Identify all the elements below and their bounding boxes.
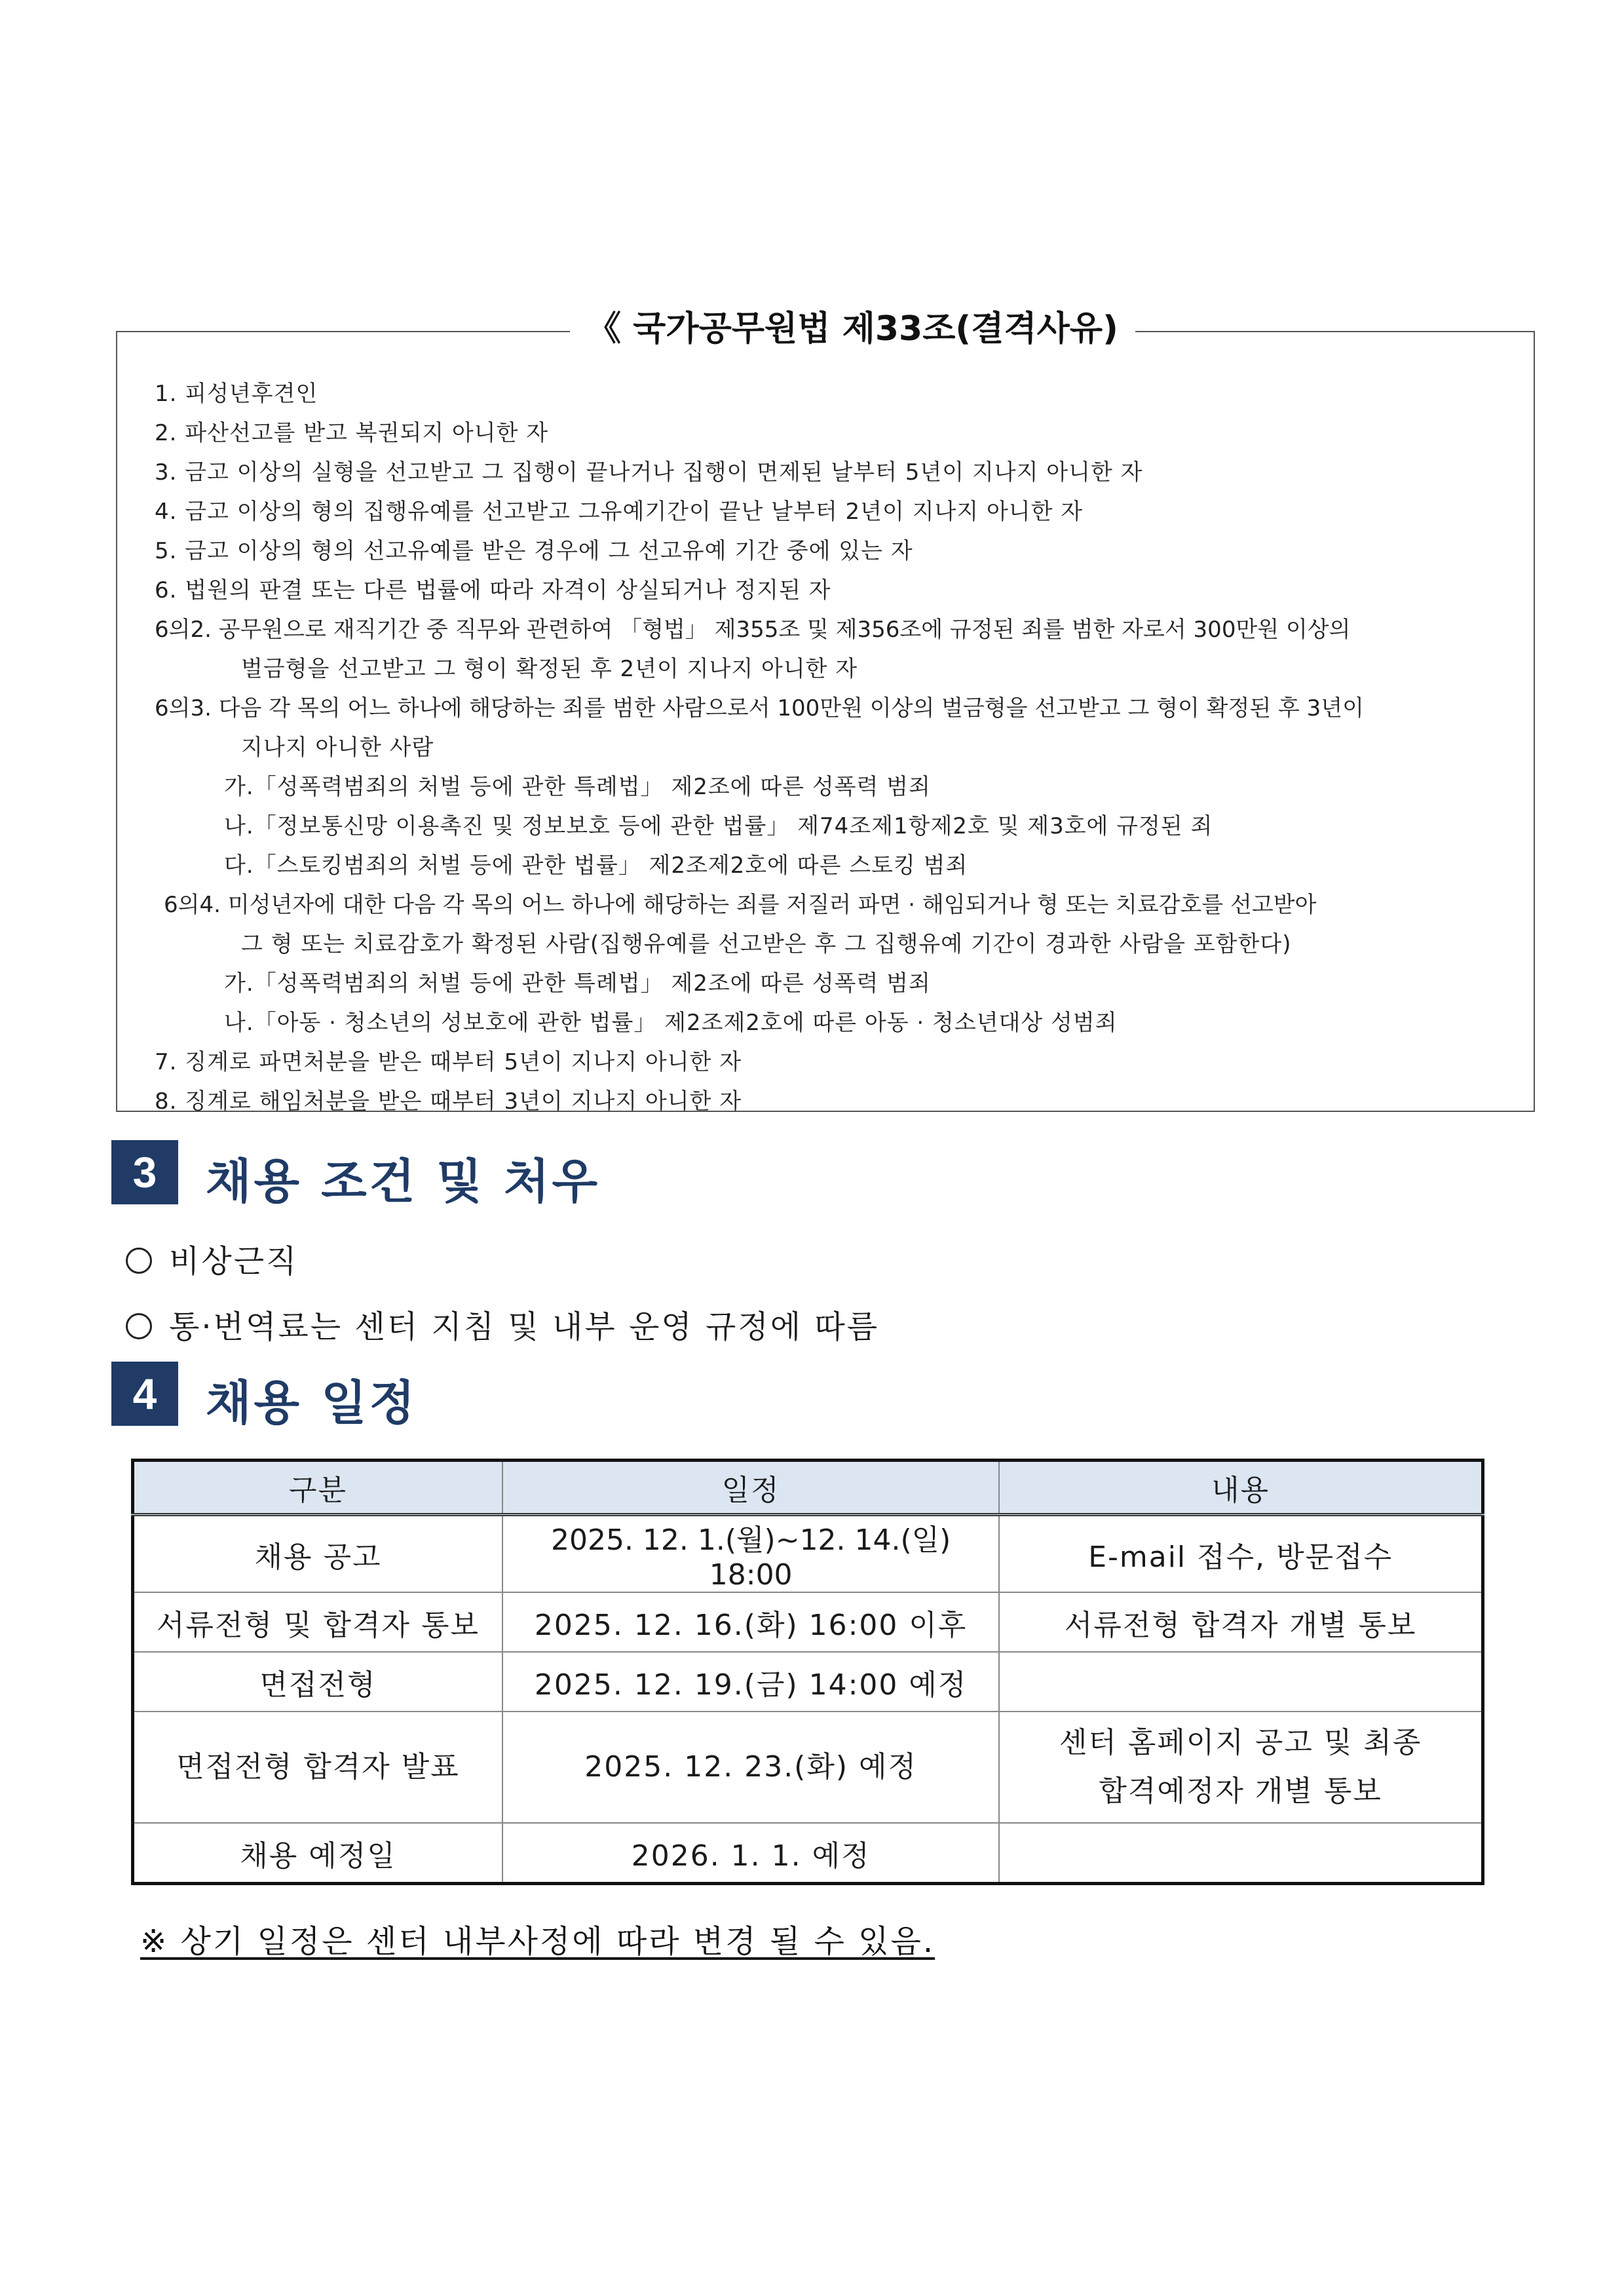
legal-item-4: 4. 금고 이상의 형의 집행유예를 선고받고 그유예기간이 끝난 날부터 2년이 지나지 아니한 자 [155,499,1084,525]
row-category: 서류전형 및 합격자 통보 [133,1592,503,1652]
section-3-bullet-2: 통·번역료는 센터 지침 및 내부 운영 규정에 따름 [126,1301,879,1347]
schedule-table [131,1459,1484,1885]
section-3-number: 3 [111,1140,178,1204]
section-4-number: 4 [111,1362,178,1426]
legal-item-6-3-cont: 지나지 아니한 사람 [241,735,434,761]
header-content: 내용 [999,1461,1482,1515]
table-row [133,1823,1483,1884]
row-content [999,1823,1482,1884]
row-content: 서류전형 합격자 개별 통보 [999,1592,1482,1652]
section-3-bullet-1: 비상근직 [126,1236,298,1281]
row-content [999,1712,1482,1823]
legal-item-6-3-b: 나.「정보통신망 이용촉진 및 정보보호 등에 관한 법률」 제74조제1항제2호 및 제3호에 규정된 죄 [224,813,1213,839]
row-date: 2025. 12. 23.(화) 예정 [502,1712,999,1823]
row-category: 면접전형 합격자 발표 [133,1712,503,1823]
legal-item-6-4-b: 나.「아동 · 청소년의 성보호에 관한 법률」 제2조제2호에 따른 아동 · 청소년대상 성범죄 [224,1010,1118,1036]
legal-item-6-2-cont: 벌금형을 선고받고 그 형이 확정된 후 2년이 지나지 아니한 자 [241,656,858,682]
legal-item-2: 2. 파산선고를 받고 복권되지 아니한 자 [155,420,549,446]
row-content-line-1: 센터 홈페이지 공고 및 최종 [1059,1726,1422,1759]
row-date: 2025. 12. 19.(금) 14:00 예정 [502,1652,999,1712]
row-content: E-mail 접수, 방문접수 [999,1515,1482,1593]
legal-item-7: 7. 징계로 파면처분을 받은 때부터 5년이 지나지 아니한 자 [155,1049,742,1075]
section-4-title: 채용 일정 [206,1375,418,1430]
legal-item-6-3: 6의3. 다음 각 목의 어느 하나에 해당하는 죄를 범한 사람으로서 100만원 이상의 벌금형을 선고받고 그 형이 확정된 후 3년이 [155,695,1364,721]
legal-item-5: 5. 금고 이상의 형의 선고유예를 받은 경우에 그 선고유예 기간 중에 있는 자 [155,538,913,564]
row-date: 2025. 12. 1.(월)~12. 14.(일) 18:00 [502,1515,999,1593]
legal-item-3: 3. 금고 이상의 실형을 선고받고 그 집행이 끝나거나 집행이 면제된 날부터 5년이 지나지 아니한 자 [155,459,1143,486]
schedule-change-note: ※ 상기 일정은 센터 내부사정에 따라 변경 될 수 있음. [140,1923,935,1960]
header-date: 일정 [502,1461,999,1515]
row-content-line-2: 합격예정자 개별 통보 [1099,1774,1382,1808]
legal-item-1: 1. 피성년후견인 [155,381,318,407]
legal-item-6-2: 6의2. 공무원으로 재직기간 중 직무와 관련하여 「형법」 제355조 및 제356조에 규정된 죄를 범한 자로서 300만원 이상의 [155,617,1351,643]
legal-item-8: 8. 징계로 해임처분을 받은 때부터 3년이 지나지 아니한 자 [155,1088,742,1115]
circle-bullet-icon [126,1313,152,1339]
section-3-title: 채용 조건 및 처우 [206,1154,601,1209]
circle-bullet-icon [126,1248,152,1274]
legal-item-6-3-c: 다.「스토킹범죄의 처벌 등에 관한 법률」 제2조제2호에 따른 스토킹 범죄 [224,852,968,879]
table-row [133,1652,1483,1712]
legal-item-6: 6. 법원의 판결 또는 다른 법률에 따라 자격이 상실되거나 정지된 자 [155,577,831,603]
table-row [133,1712,1483,1823]
table-row [133,1515,1483,1593]
legal-box-title: 《 국가공무원법 제33조(결격사유) [570,303,1135,355]
legal-item-6-4-a: 가.「성폭력범죄의 처벌 등에 관한 특례법」 제2조에 따른 성폭력 범죄 [224,970,931,997]
row-category: 면접전형 [133,1652,503,1712]
row-content [999,1652,1482,1712]
header-category: 구분 [133,1461,503,1515]
row-category: 채용 공고 [133,1515,503,1593]
schedule-header-row [133,1461,1483,1515]
legal-item-6-4-cont: 그 형 또는 치료감호가 확정된 사람(집행유예를 선고받은 후 그 집행유예 기간이 경과한 사람을 포함한다) [241,931,1292,957]
row-date: 2025. 12. 16.(화) 16:00 이후 [502,1592,999,1652]
row-date: 2026. 1. 1. 예정 [502,1823,999,1884]
legal-item-6-4: 6의4. 미성년자에 대한 다음 각 목의 어느 하나에 해당하는 죄를 저질러 파면 · 해임되거나 형 또는 치료감호를 선고받아 [164,892,1317,918]
legal-item-6-3-a: 가.「성폭력범죄의 처벌 등에 관한 특례법」 제2조에 따른 성폭력 범죄 [224,774,931,800]
row-category: 채용 예정일 [133,1823,503,1884]
table-row [133,1592,1483,1652]
